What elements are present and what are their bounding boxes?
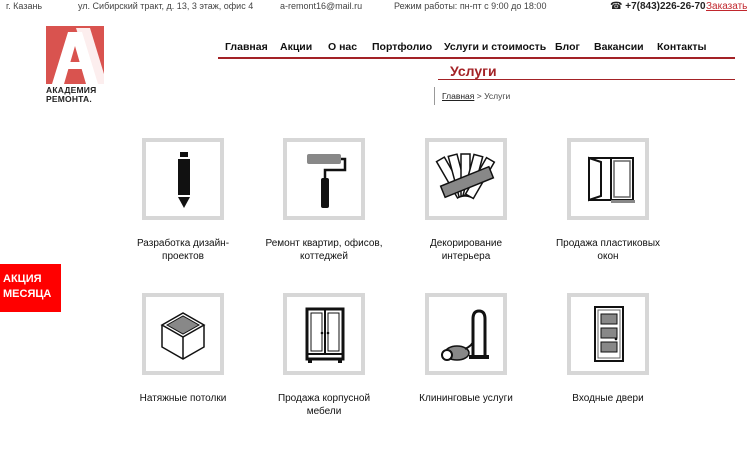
service-label: Декорирование интерьера [429,238,503,262]
promo-of-month-button[interactable] [0,264,61,312]
service-label: Продажа корпусной мебели [277,393,371,417]
service-label: Ремонт квартир, офисов, коттеджей [265,238,383,262]
breadcrumb-home[interactable]: Главная [442,91,475,101]
nav-vacancies[interactable]: Вакансии [594,41,644,53]
phone-icon: ☎ [610,1,623,12]
promo-line1: АКЦИЯ [3,273,42,285]
service-icon-box [283,138,365,220]
promo-line2: МЕСЯЦА [3,288,52,300]
service-icon-box [567,293,649,375]
working-hours: Режим работы: пн-пт с 9:00 до 18:00 [394,1,547,11]
nav-about[interactable]: О нас [328,41,358,53]
phone-link[interactable] [610,1,706,12]
window-icon [571,142,645,216]
service-icon-box [425,293,507,375]
service-icon-box [567,138,649,220]
phone-number: +7(843)226-26-70 [625,1,706,12]
breadcrumb [434,87,510,105]
breadcrumb-separator: > [476,91,482,101]
service-label: Клининговые услуги [419,393,513,404]
door-icon [571,297,645,371]
vacuum-icon [429,297,503,371]
order-link[interactable]: Заказать [706,1,747,12]
title-divider [438,79,735,80]
pencil-icon [146,142,220,216]
service-icon-box [142,293,224,375]
nav-contacts[interactable]: Контакты [657,41,707,53]
breadcrumb-current: Услуги [484,91,511,101]
paint-roller-icon [287,142,361,216]
logo-text [46,86,104,104]
main-nav [218,41,735,59]
email-link[interactable]: a-remont16@mail.ru [280,1,363,11]
top-info-bar [0,0,747,14]
color-swatch-icon [429,142,503,216]
nav-promotions[interactable]: Акции [280,41,313,53]
service-icon-box [425,138,507,220]
address-label: ул. Сибирский тракт, д. 13, 3 этаж, офис 4 [78,1,254,11]
service-label: Продажа пластиковых окон [555,238,661,262]
site-logo[interactable] [46,26,104,104]
service-label: Натяжные потолки [139,393,227,404]
service-label: Разработка дизайн- проектов [136,238,230,262]
city-label: г. Казань [6,1,43,11]
logo-mark [46,26,104,84]
logo-line1: АКАДЕМИЯ [46,85,97,95]
service-label: Входные двери [572,393,644,404]
stretch-ceiling-icon [146,297,220,371]
service-icon-box [142,138,224,220]
nav-home[interactable]: Главная [225,41,268,53]
nav-blog[interactable]: Блог [555,41,580,53]
service-icon-box [283,293,365,375]
logo-a-icon [46,26,104,84]
nav-services[interactable]: Услуги и стоимость [444,41,547,53]
wardrobe-icon [287,297,361,371]
logo-line2: РЕМОНТА. [46,94,92,104]
nav-portfolio[interactable]: Портфолио [372,41,433,53]
page-title: Услуги [450,63,497,79]
